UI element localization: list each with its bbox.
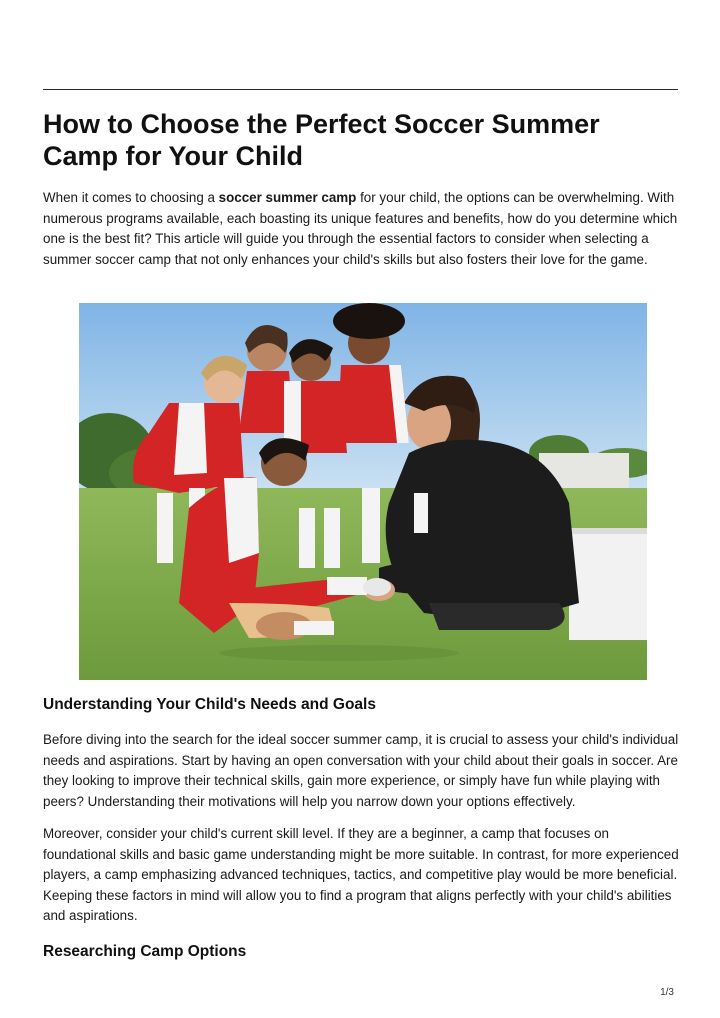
header-rule	[43, 89, 678, 90]
section-heading-needs: Understanding Your Child's Needs and Goals	[43, 696, 376, 713]
article-photo	[79, 303, 647, 680]
section-paragraph: Moreover, consider your child's current skill level. If they are a beginner, a camp that focuses on foundational skills and basic game understanding might be more suitable. In contrast, for more experienced players, a camp emphasizing advanced techniques, tactics, and competitive play would be more beneficial. Keeping these factors in mind will allow you to find a program that aligns perfectly with your child's abilities and aspirations.	[43, 826, 679, 924]
intro-paragraph	[43, 188, 683, 270]
page-number: 1/3	[660, 987, 674, 998]
section-paragraph: Before diving into the search for the ideal soccer summer camp, it is crucial to assess your child's individual needs and aspirations. Start by having an open conversation with your child about their goals in soccer. Are they looking to improve their technical skills, gain more experience, or simply have fun while playing with peers? Understanding their motivations will help you narrow down your options effectively.	[43, 732, 679, 809]
article-title: How to Choose the Perfect Soccer Summer Camp for Your Child	[43, 109, 600, 171]
intro-text-before: When it comes to choosing a	[43, 190, 219, 205]
section-heading-research: Researching Camp Options	[43, 943, 247, 960]
intro-text-after: for your child, the options can be overwhelming. With numerous programs available, each boasting its unique features and benefits, how do you determine which one is the best fit? This article will guide you through the essential factors to consider when selecting a summer soccer camp that not only enhances your child's skills but also fosters their love for the game.	[43, 190, 678, 267]
intro-keyword: soccer summer camp	[218, 190, 357, 205]
